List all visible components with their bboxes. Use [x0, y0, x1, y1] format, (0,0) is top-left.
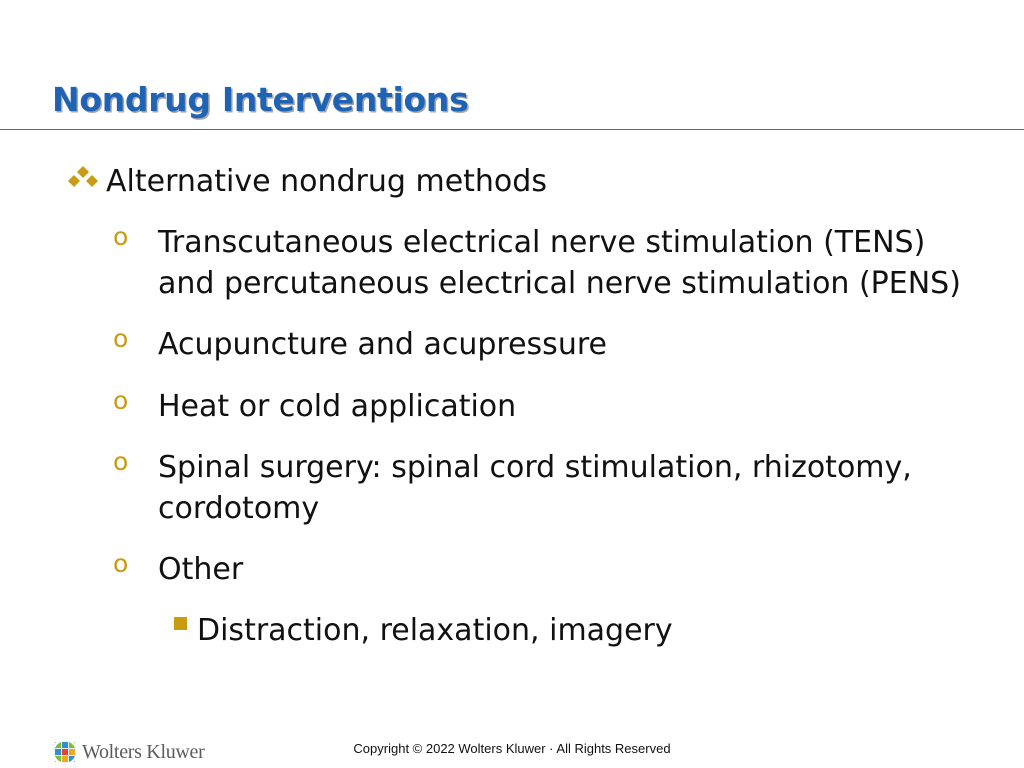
bullet-text: Alternative nondrug methods	[106, 164, 547, 199]
circle-bullet-icon: o	[113, 324, 129, 353]
sub-sub-item-text: Distraction, relaxation, imagery	[197, 613, 673, 648]
title-divider	[0, 129, 1024, 130]
sub-item	[113, 549, 244, 590]
bullet-level-1	[64, 160, 547, 204]
sub-item	[113, 386, 517, 427]
sub-item	[113, 324, 607, 365]
sub-item-line: and percutaneous electrical nerve stimulation (PENS)	[158, 266, 961, 301]
sub-item	[113, 447, 912, 529]
square-bullet-icon	[174, 617, 187, 630]
logo-text: Wolters Kluwer	[82, 740, 205, 763]
diamond-bullet-icon	[64, 164, 102, 194]
circle-bullet-icon: o	[113, 386, 129, 415]
circle-bullet-icon: o	[113, 447, 129, 476]
sub-item	[113, 222, 961, 304]
circle-bullet-icon: o	[113, 222, 129, 251]
sub-item-line: Spinal surgery: spinal cord stimulation, rhizotomy,	[158, 450, 912, 485]
sub-item-line: Acupuncture and acupressure	[158, 327, 607, 362]
sub-item-line: cordotomy	[158, 491, 320, 526]
sub-item-line: Other	[158, 552, 244, 587]
slide-title: Nondrug Interventions	[52, 80, 469, 119]
sub-sub-item	[197, 610, 673, 651]
circle-bullet-icon: o	[113, 549, 129, 578]
copyright-text: Copyright © 2022 Wolters Kluwer · All Rights Reserved	[353, 741, 671, 756]
sub-item-line: Transcutaneous electrical nerve stimulation (TENS)	[158, 225, 926, 260]
sub-item-line: Heat or cold application	[158, 389, 517, 424]
